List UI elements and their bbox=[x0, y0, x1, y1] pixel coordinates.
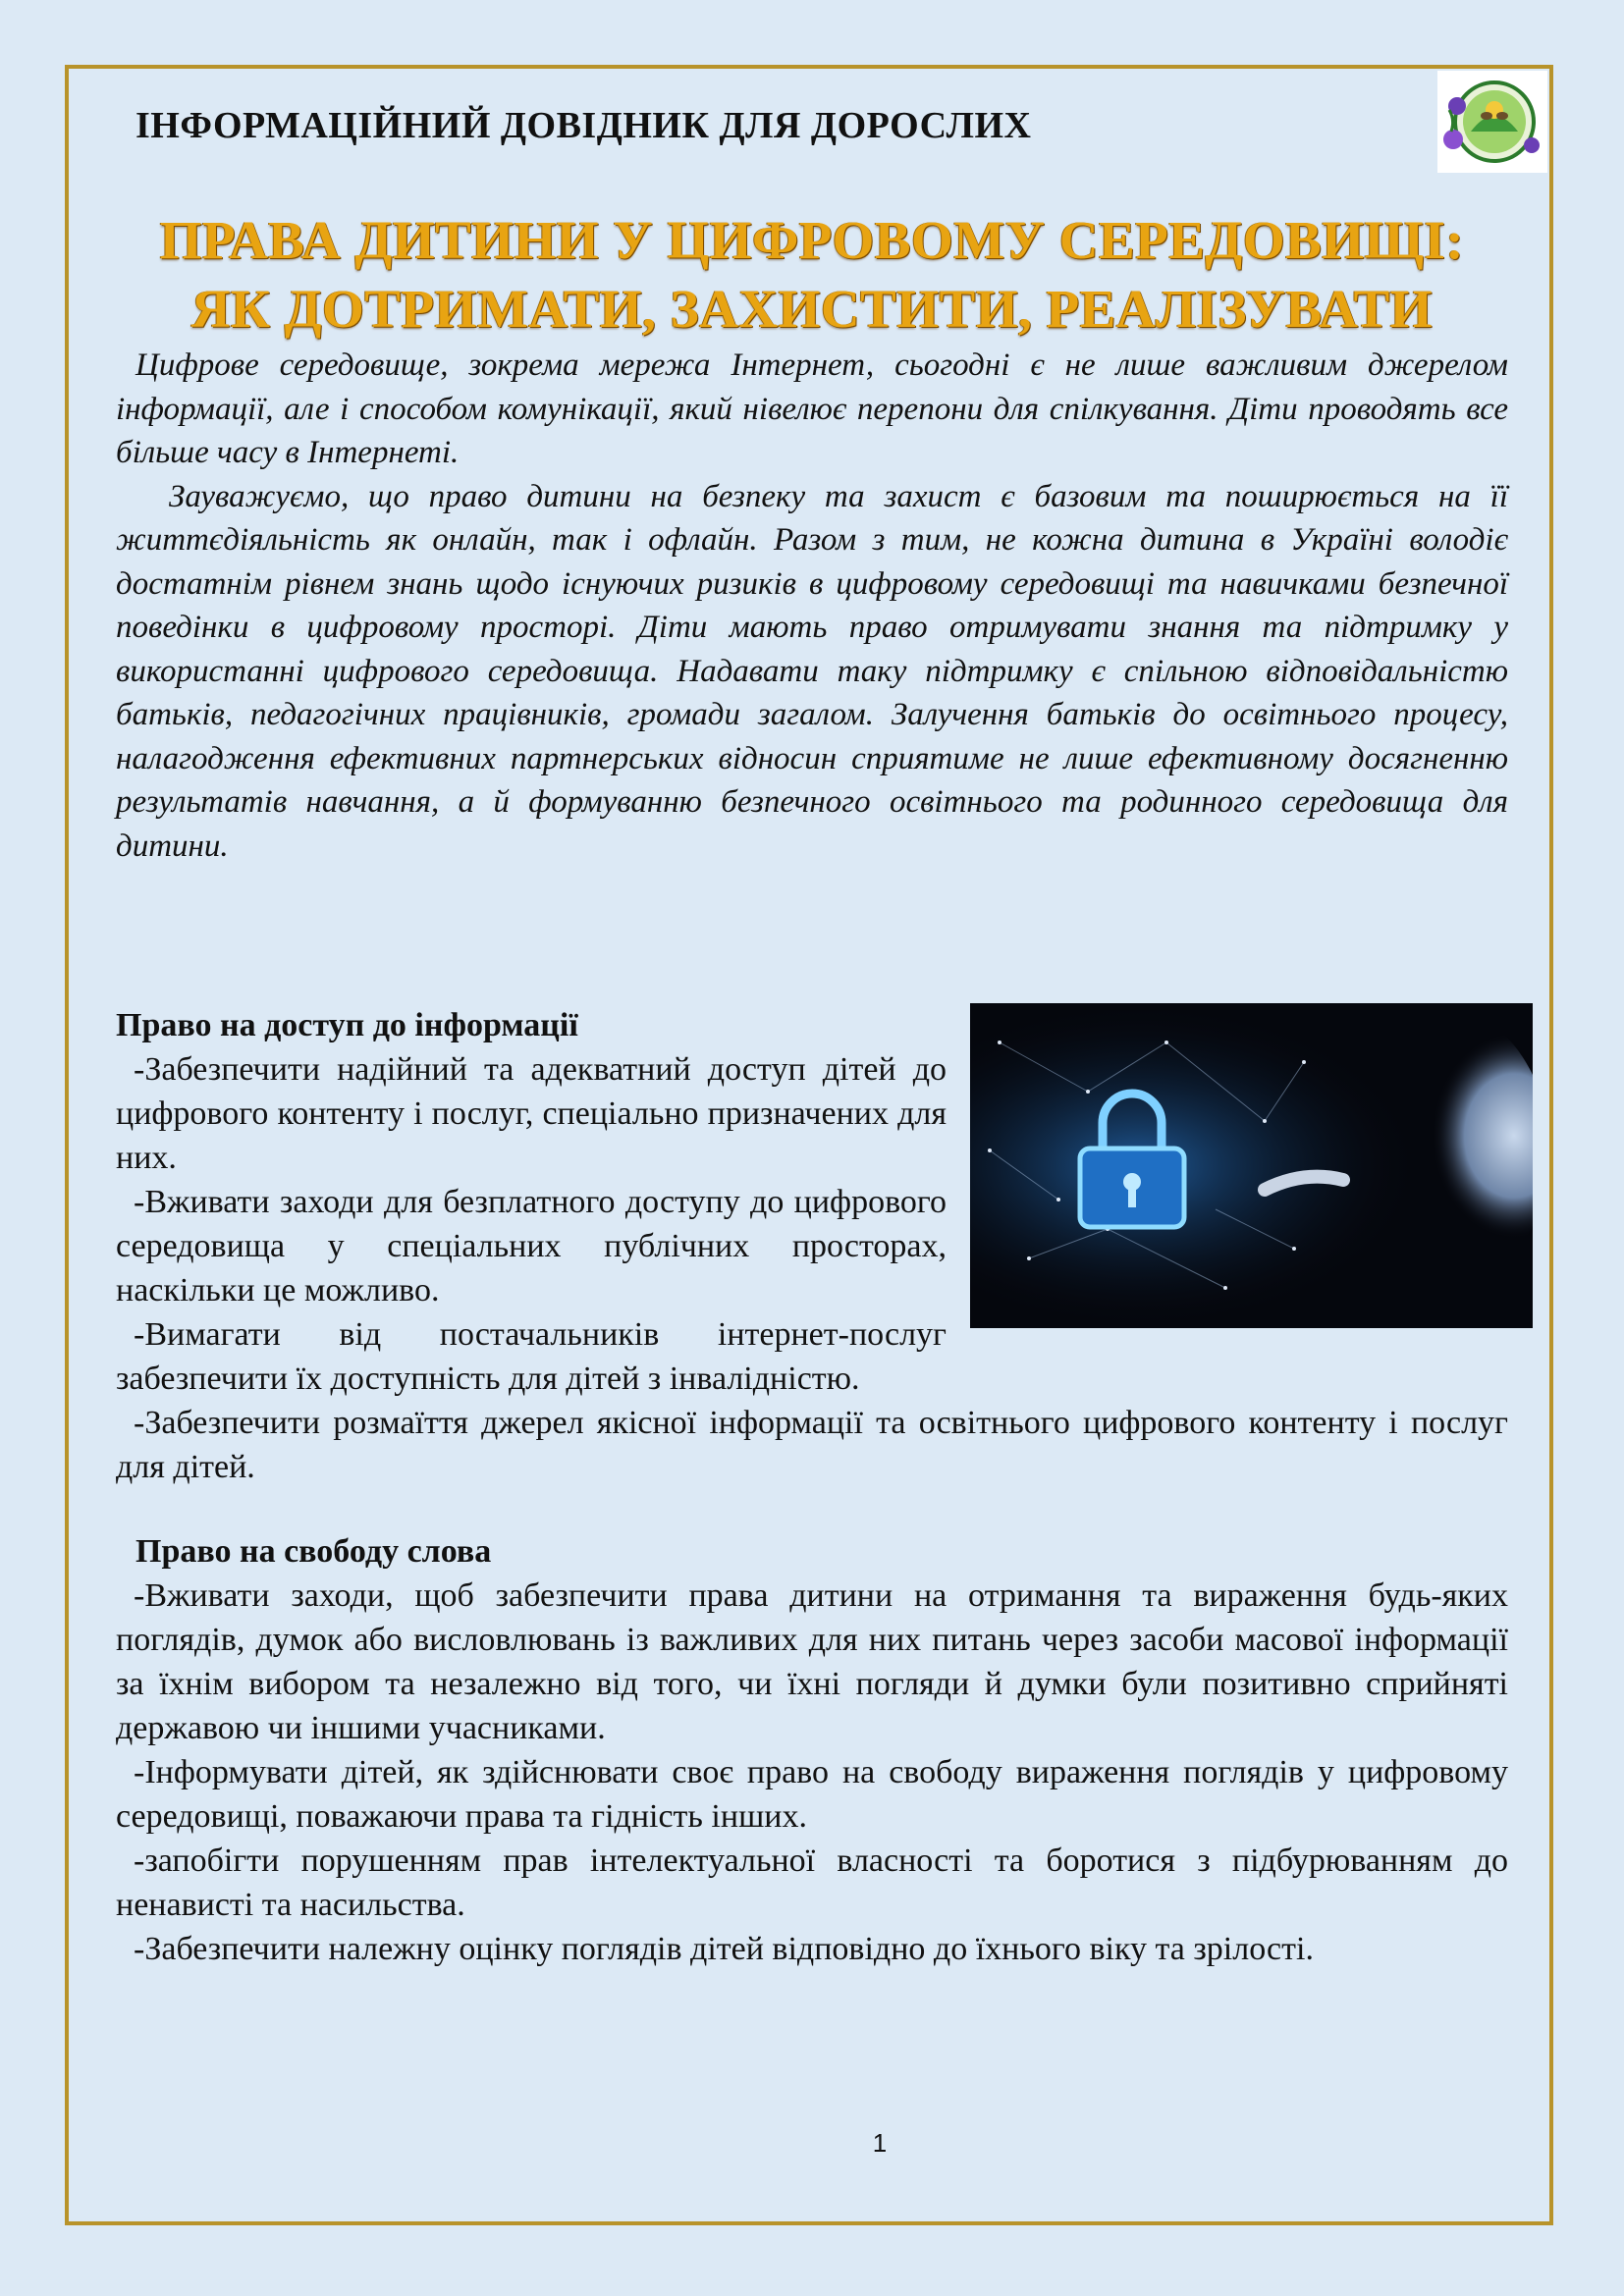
list-item: -Забезпечити розмаїття джерел якісної інформації та освітнього цифрового контенту і послуг для дітей. bbox=[116, 1405, 1508, 1485]
header-title: ІНФОРМАЦІЙНИЙ ДОВІДНИК ДЛЯ ДОРОСЛИХ bbox=[135, 105, 1032, 146]
main-title-line-2: ЯК ДОТРИМАТИ, ЗАХИСТИТИ, РЕАЛІЗУВАТИ bbox=[190, 279, 1434, 339]
list-item: -Інформувати дітей, як здійснювати своє право на свободу вираження поглядів у цифровому середовищі, поважаючи права та гідність інших. bbox=[116, 1754, 1508, 1835]
section-freedom-of-speech bbox=[116, 1529, 1508, 1971]
list-item: -Вживати заходи, щоб забезпечити права дитини на отримання та вираження будь-яких поглядів, думок або висловлювань із важливих для них питань через засоби масової інформації за їхнім вибором та незалежно від того, чи їхні погляди й думки були позитивно сприйняті державою чи іншими учасниками. bbox=[116, 1577, 1508, 1746]
list-item: -Забезпечити надійний та адекватний доступ дітей до цифрового контенту і послуг, спеціально призначених для них. bbox=[116, 1051, 947, 1176]
intro-text bbox=[116, 344, 1508, 868]
section-speech-heading: Право на свободу слова bbox=[135, 1533, 492, 1570]
section-access-heading: Право на доступ до інформації bbox=[116, 1007, 578, 1043]
main-title-line-1: ПРАВА ДИТИНИ У ЦИФРОВОМУ СЕРЕДОВИЩІ: bbox=[159, 210, 1465, 270]
list-item: -Вимагати від постачальників інтернет-послуг забезпечити їх доступність для дітей з інвалідністю. bbox=[116, 1316, 947, 1397]
section-access-to-information bbox=[116, 1003, 1508, 1489]
intro-paragraph-2: Зауважуємо, що право дитини на безпеку та захист є базовим та поширюється на її життєдіяльність як онлайн, так і офлайн. Разом з тим, не кожна дитина в Україні володіє достатнім рівнем знань щодо існуючих ризиків в цифровому середовищі та навичками безпечної поведінки в цифровому просторі. Діти мають право отримувати знання та підтримку у використанні цифрового середовища. Надавати таку підтримку є спільною відповідальністю батьків, педагогічних працівників, громади загалом. Залучення батьків до освітнього процесу, налагодження ефективних партнерських відносин сприятиме не лише ефективному досягненню результатів навчання, а й формуванню безпечного освітнього та родинного середовища для дитини. bbox=[116, 478, 1508, 864]
intro-paragraph-1: Цифрове середовище, зокрема мережа Інтернет, сьогодні є не лише важливим джерелом інформації, але і способом комунікації, який нівелює перепони для спілкування. Діти проводять все більше часу в Інтернеті. bbox=[116, 347, 1508, 470]
list-item: -Вживати заходи для безплатного доступу до цифрового середовища у спеціальних публічних просторах, наскільки це можливо. bbox=[116, 1184, 947, 1308]
page-number: 1 bbox=[872, 2128, 888, 2158]
school-logo-icon bbox=[1437, 71, 1547, 173]
list-item: -Забезпечити належну оцінку поглядів дітей відповідно до їхнього віку та зрілості. bbox=[134, 1931, 1314, 1967]
list-item: -запобігти порушенням прав інтелектуальної власності та боротися з підбурюванням до ненависті та насильства. bbox=[116, 1842, 1508, 1923]
main-title bbox=[79, 206, 1545, 344]
